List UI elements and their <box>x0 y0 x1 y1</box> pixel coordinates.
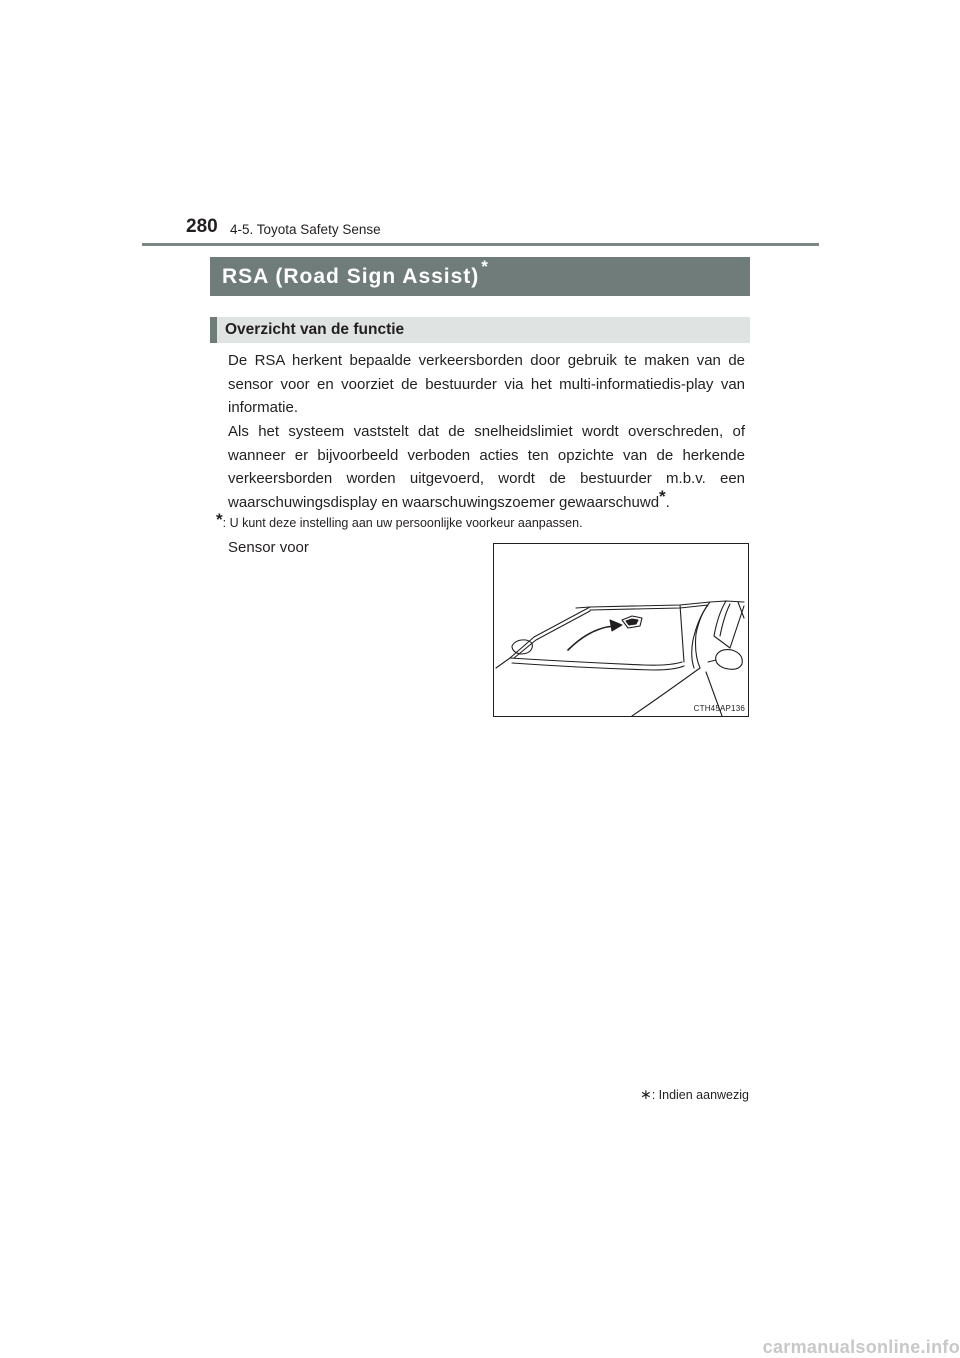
hood-left-line <box>496 658 510 668</box>
hood-right-line <box>632 668 700 716</box>
watermark: carmanualsonline.info <box>762 1337 960 1357</box>
cowl-line <box>512 663 684 670</box>
footnote <box>216 510 583 530</box>
subheading: Overzicht van de functie <box>225 321 405 338</box>
subheading-bar <box>210 317 750 343</box>
page-number: 280 <box>186 216 218 237</box>
windshield-figure <box>493 543 749 717</box>
header-rule <box>142 243 819 246</box>
section-label: 4-5. Toyota Safety Sense <box>230 222 381 237</box>
arrow-head <box>610 620 622 631</box>
side-window <box>714 601 744 648</box>
presence-note-text: : Indien aanwezig <box>651 1088 749 1102</box>
page-title: RSA (Road Sign Assist) <box>222 264 480 288</box>
roof-line <box>576 601 744 608</box>
sensor-label: Sensor voor <box>228 539 309 556</box>
presence-note <box>640 1086 749 1103</box>
footnote-text: : U kunt deze instelling aan uw persoonlijke voorkeur aanpassen. <box>222 516 583 530</box>
presence-note-asterisk: ∗ <box>639 1086 652 1102</box>
body-paragraph-2 <box>228 420 745 514</box>
figure-code: CTH45AP136 <box>693 704 745 713</box>
windshield-left-edge-inner <box>514 611 590 658</box>
title-asterisk: * <box>481 256 488 276</box>
body-paragraph-2-asterisk: * <box>659 486 666 506</box>
body-paragraph-2-end: . <box>665 493 670 511</box>
sensor-lens <box>626 619 638 625</box>
body-paragraph-1: De RSA herkent bepaalde verkeersborden door gebruik te maken van de sensor voor en voorziet de bestuurder via het multi-informatiedis-play van informatie. <box>228 352 745 416</box>
footnote-asterisk: * <box>216 510 223 529</box>
body-paragraph-2-text: Als het systeem vaststelt dat de snelheidslimiet wordt overschreden, of wanneer er bijvoorbeeld verboden acties ten opzichte van de herkende verkeersborden worden uitgevoerd, wordt de bestuurder m.b.v. een waarschuwingsdisplay en waarschuwingszoemer gewaarschuwd <box>228 423 745 511</box>
windshield-right-edge <box>680 605 684 662</box>
title-bar <box>210 257 750 296</box>
right-mirror-stem <box>708 660 716 662</box>
a-pillar-outer <box>696 602 711 668</box>
a-pillar-inner <box>692 605 708 668</box>
right-mirror <box>716 650 743 670</box>
arrow-shaft <box>568 626 614 650</box>
windshield-illustration <box>494 544 749 717</box>
